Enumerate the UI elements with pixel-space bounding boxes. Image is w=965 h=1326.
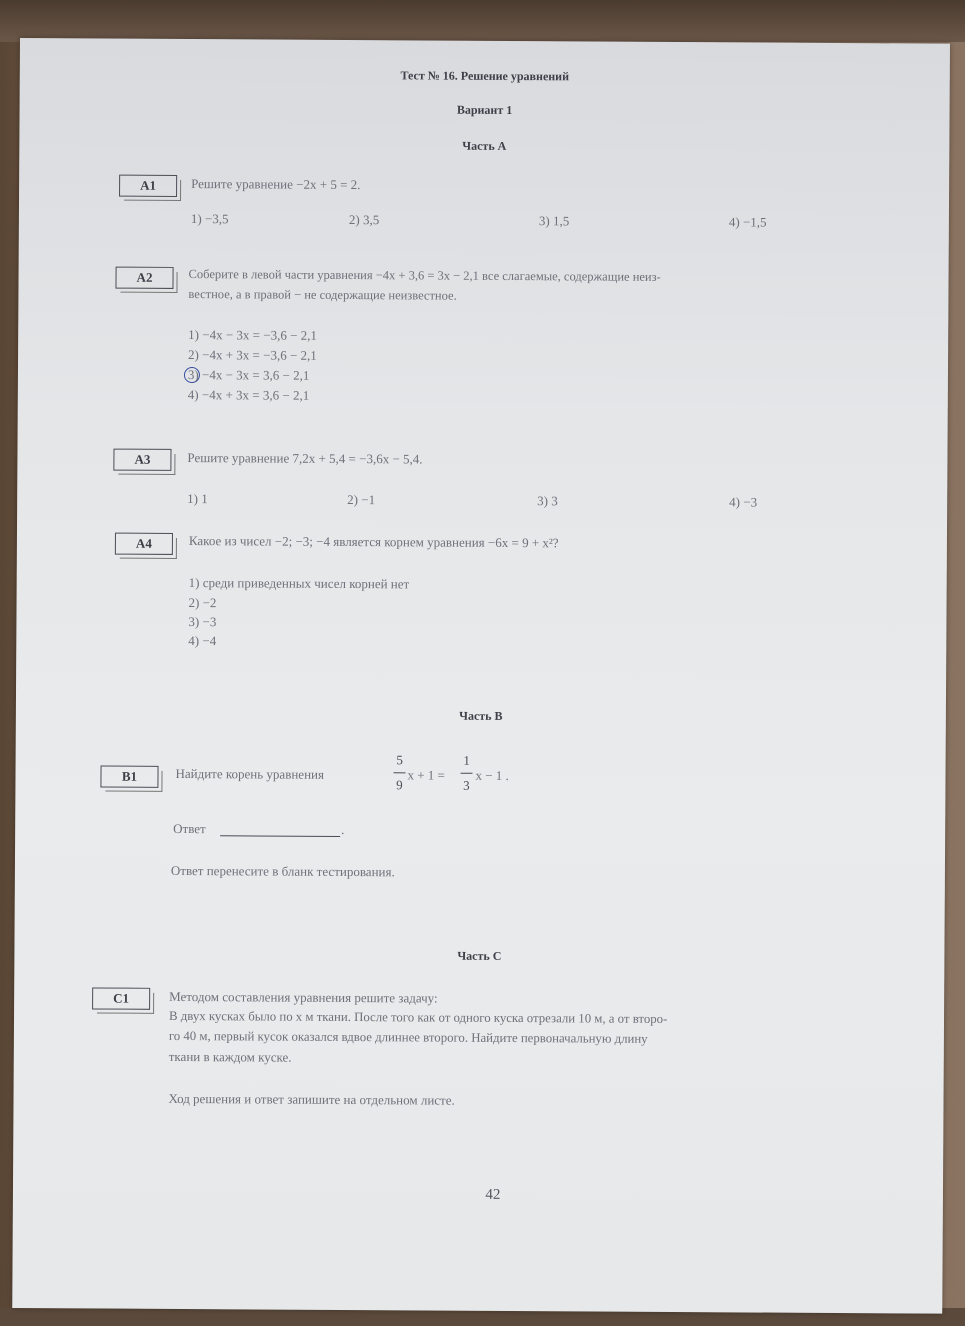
option-a4-1: 1) среди приведенных чисел корней нет (188, 575, 410, 592)
equation-middle: x + 1 = (407, 767, 445, 783)
option-a3-3: 3) 3 (537, 493, 558, 509)
option-a1-1: 1) −3,5 (190, 211, 229, 227)
answer-period: . (341, 821, 345, 837)
part-c-heading: Часть С (457, 948, 502, 963)
question-label-c1: С1 (92, 987, 150, 1009)
fraction-2-bar (461, 773, 473, 774)
option-a2-1: 1) −4x − 3x = −3,6 − 2,1 (188, 327, 317, 343)
option-a4-4: 4) −4 (188, 633, 217, 649)
option-a4-3: 3) −3 (188, 614, 217, 630)
question-label-a4: А4 (115, 533, 173, 555)
question-label-a1: А1 (119, 175, 177, 197)
fraction-1-numerator: 5 (396, 752, 403, 768)
fraction-1-denominator: 9 (396, 777, 403, 793)
task-c1-line4: ткани в каждом куске. (168, 1048, 292, 1065)
question-a1: Решите уравнение −2x + 5 = 2. (191, 176, 361, 193)
option-a1-3: 3) 1,5 (538, 213, 570, 229)
question-label-b1: В1 (100, 766, 158, 788)
task-c1-line3: го 40 м, первый кусок оказался вдвое длиннее второго. Найдите первоначальную длину (168, 1028, 648, 1046)
question-a2-line2: вестное, а в правой − не содержащие неизвестное. (188, 287, 457, 303)
task-c1-line2: В двух кусках было по x м ткани. После того как от одного куска отрезали 10 м, а от второ- (168, 1008, 668, 1026)
answer-label: Ответ (173, 820, 206, 837)
option-a2-4: 4) −4x + 3x = 3,6 − 2,1 (187, 387, 310, 403)
page-title: Тест № 16. Решение уравнений (400, 68, 570, 84)
question-label-a3: А3 (113, 449, 171, 471)
option-a1-4: 4) −1,5 (728, 214, 767, 230)
part-b-heading: Часть В (459, 708, 503, 723)
option-a3-2: 2) −1 (347, 492, 376, 508)
fraction-1-bar (394, 772, 406, 773)
option-a2-3: 3) −4x − 3x = 3,6 − 2,1 (187, 367, 310, 383)
option-a3-1: 1) 1 (187, 491, 208, 507)
fraction-2-denominator: 3 (463, 777, 470, 793)
option-a2-2: 2) −4x + 3x = −3,6 − 2,1 (188, 347, 317, 363)
fraction-2-numerator: 1 (463, 752, 470, 768)
solution-note: Ход решения и ответ запишите на отдельном листе. (168, 1090, 455, 1108)
table-background-top (0, 0, 965, 42)
question-b1: Найдите корень уравнения (175, 765, 325, 782)
question-a3: Решите уравнение 7,2x + 5,4 = −3,6x − 5,4. (187, 450, 423, 467)
question-label-a2: А2 (115, 267, 173, 289)
paper-sheet (12, 38, 950, 1314)
option-a3-4: 4) −3 (729, 494, 758, 510)
variant-heading: Вариант 1 (456, 102, 513, 118)
part-a-heading: Часть А (462, 138, 507, 153)
option-a1-2: 2) 3,5 (348, 212, 380, 228)
task-c1-line1: Методом составления уравнения решите задачу: (169, 988, 438, 1006)
option-a4-2: 2) −2 (188, 595, 217, 611)
answer-transfer-note: Ответ перенесите в бланк тестирования. (170, 862, 395, 880)
answer-blank[interactable] (220, 835, 340, 837)
page-number: 42 (485, 1186, 501, 1203)
question-a4: Какое из чисел −2; −3; −4 является корнем уравнения −6x = 9 + x²? (188, 533, 559, 551)
question-a2-line1: Соберите в левой части уравнения −4x + 3,6 = 3x − 2,1 все слагаемые, содержащие неиз- (188, 267, 661, 284)
equation-tail: x − 1 . (475, 767, 509, 783)
